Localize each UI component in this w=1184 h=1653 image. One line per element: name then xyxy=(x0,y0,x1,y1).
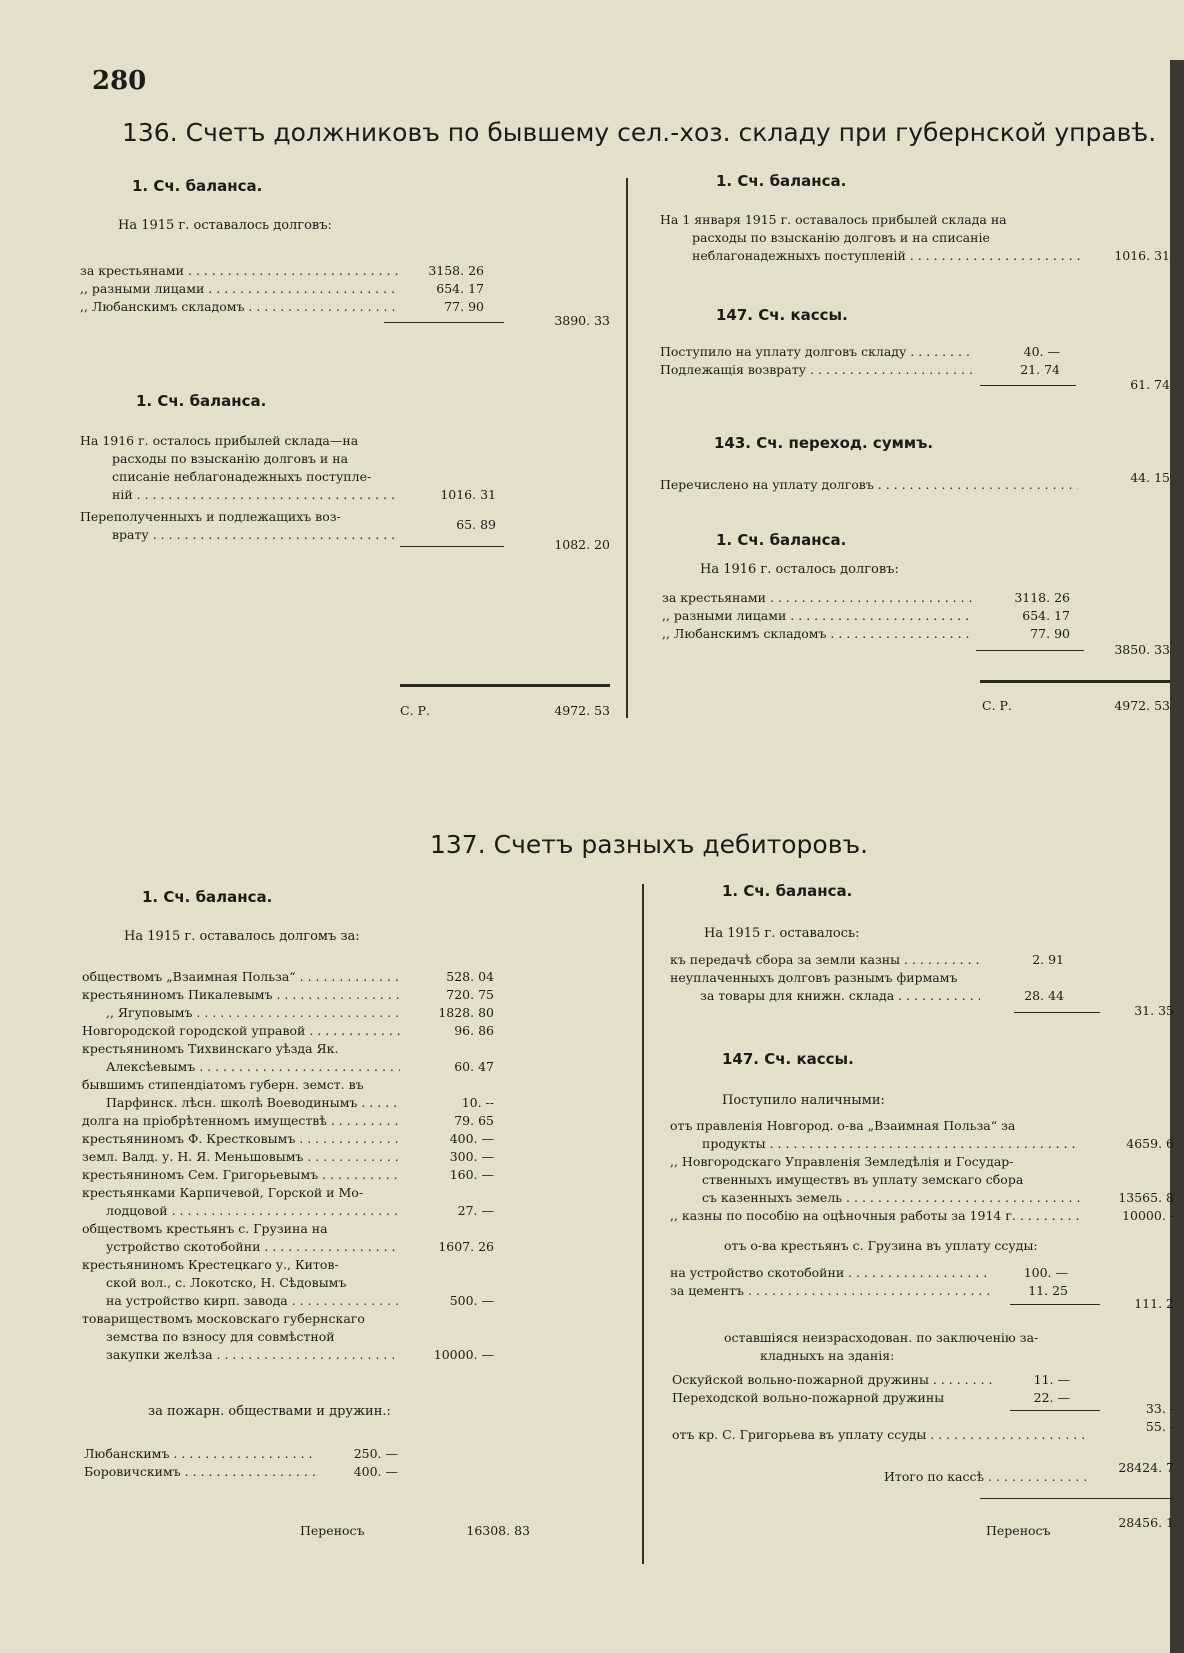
s136-left-balance2-total: 1082. 20 xyxy=(554,537,610,552)
total-rule xyxy=(980,1498,1174,1499)
s137-right-itogo-total: 28424. 7 xyxy=(1118,1460,1174,1475)
s137-left-carry-label: Переносъ xyxy=(300,1523,365,1538)
s136-right-kassa-heading: 147. Сч. кассы. xyxy=(716,306,848,324)
text-line: расходы по взысканію долговъ и на списаніе xyxy=(692,230,990,245)
page-number: 280 xyxy=(92,66,147,96)
s136-right-grand-total: 4972. 53 xyxy=(1114,698,1170,713)
s136-right-balance-total: 1016. 31 xyxy=(1114,248,1170,263)
text-line: Переполученныхъ и подлежащихъ воз- xyxy=(80,509,341,524)
s137-right-remain-total: 33. - xyxy=(1145,1401,1174,1416)
s136-right-perehod-heading: 143. Сч. переход. суммъ. xyxy=(714,434,934,452)
s136-left-grand-total: 4972. 53 xyxy=(554,703,610,718)
subtotal-rule xyxy=(384,322,504,323)
s136-right-sr-label: С. Р. xyxy=(982,698,1012,713)
s137-right-balance-heading: 1. Сч. баланса. xyxy=(722,882,853,900)
s136-right-balance-heading: 1. Сч. баланса. xyxy=(716,172,847,190)
subtotal-rule xyxy=(400,546,504,547)
s136-left-sr-label: С. Р. xyxy=(400,703,430,718)
s137-right-grigoriev-total: 55. - xyxy=(1145,1419,1174,1434)
subtotal-rule xyxy=(980,385,1076,386)
s137-left-balance-intro: На 1915 г. оставалось долгомъ за: xyxy=(124,929,360,944)
s136-left-balance-intro: На 1915 г. оставалось долговъ: xyxy=(118,218,332,233)
s137-left-fire-intro: за пожарн. обществами и дружин.: xyxy=(148,1404,391,1419)
text-line: На 1916 г. осталось прибылей склада—на xyxy=(80,433,359,448)
subtotal-rule xyxy=(1014,1012,1100,1013)
text-line: списаніе неблагонадежныхъ поступле- xyxy=(112,469,372,484)
s136-right-balance2-heading: 1. Сч. баланса. xyxy=(716,531,847,549)
s136-right-perehod-total: 44. 15 xyxy=(1130,470,1170,485)
s136-left-balance2-heading: 1. Сч. баланса. xyxy=(136,392,267,410)
subtotal-rule xyxy=(976,650,1084,651)
grand-total-rule xyxy=(980,680,1170,683)
text-line: расходы по взысканію долговъ и на xyxy=(112,451,349,466)
column-divider xyxy=(626,178,628,718)
s136-left-balance-total: 3890. 33 xyxy=(554,313,610,328)
s136-right-balance2-intro: На 1916 г. осталось долговъ: xyxy=(700,562,899,577)
s137-right-kassa-heading: 147. Сч. кассы. xyxy=(722,1050,854,1068)
s137-right-gruzino-total: 111. 2 xyxy=(1134,1296,1174,1311)
s137-left-balance-heading: 1. Сч. баланса. xyxy=(142,888,273,906)
column-divider xyxy=(642,884,644,1564)
s137-right-carry-total: 28456. 1 xyxy=(1118,1515,1174,1530)
grand-total-rule xyxy=(400,684,610,687)
s137-right-carry-label: Переносъ xyxy=(986,1523,1051,1538)
s137-right-balance-intro: На 1915 г. оставалось: xyxy=(704,926,860,941)
subtotal-rule xyxy=(1010,1304,1100,1305)
s137-left-carry-total: 16308. 83 xyxy=(466,1523,530,1538)
section-137-title: 137. Счетъ разныхъ дебиторовъ. xyxy=(430,830,869,859)
text-line: кладныхъ на зданія: xyxy=(760,1348,895,1363)
s137-right-balance-total: 31. 35 xyxy=(1134,1003,1174,1018)
s136-left-balance-heading: 1. Сч. баланса. xyxy=(132,177,263,195)
s136-right-kassa-total: 61. 74 xyxy=(1130,377,1170,392)
s137-right-kassa-intro: Поступило наличными: xyxy=(722,1093,885,1108)
s136-right-balance2-total: 3850. 33 xyxy=(1114,642,1170,657)
section-136-title: 136. Счетъ должниковъ по бывшему сел.-хоз. складу при губернской управѣ. xyxy=(122,118,1157,147)
text-line: На 1 января 1915 г. оставалось прибылей склада на xyxy=(660,212,1007,227)
subtotal-rule xyxy=(1010,1410,1100,1411)
text-line: оставшіяся неизрасходован. по заключенію за- xyxy=(724,1330,1039,1345)
